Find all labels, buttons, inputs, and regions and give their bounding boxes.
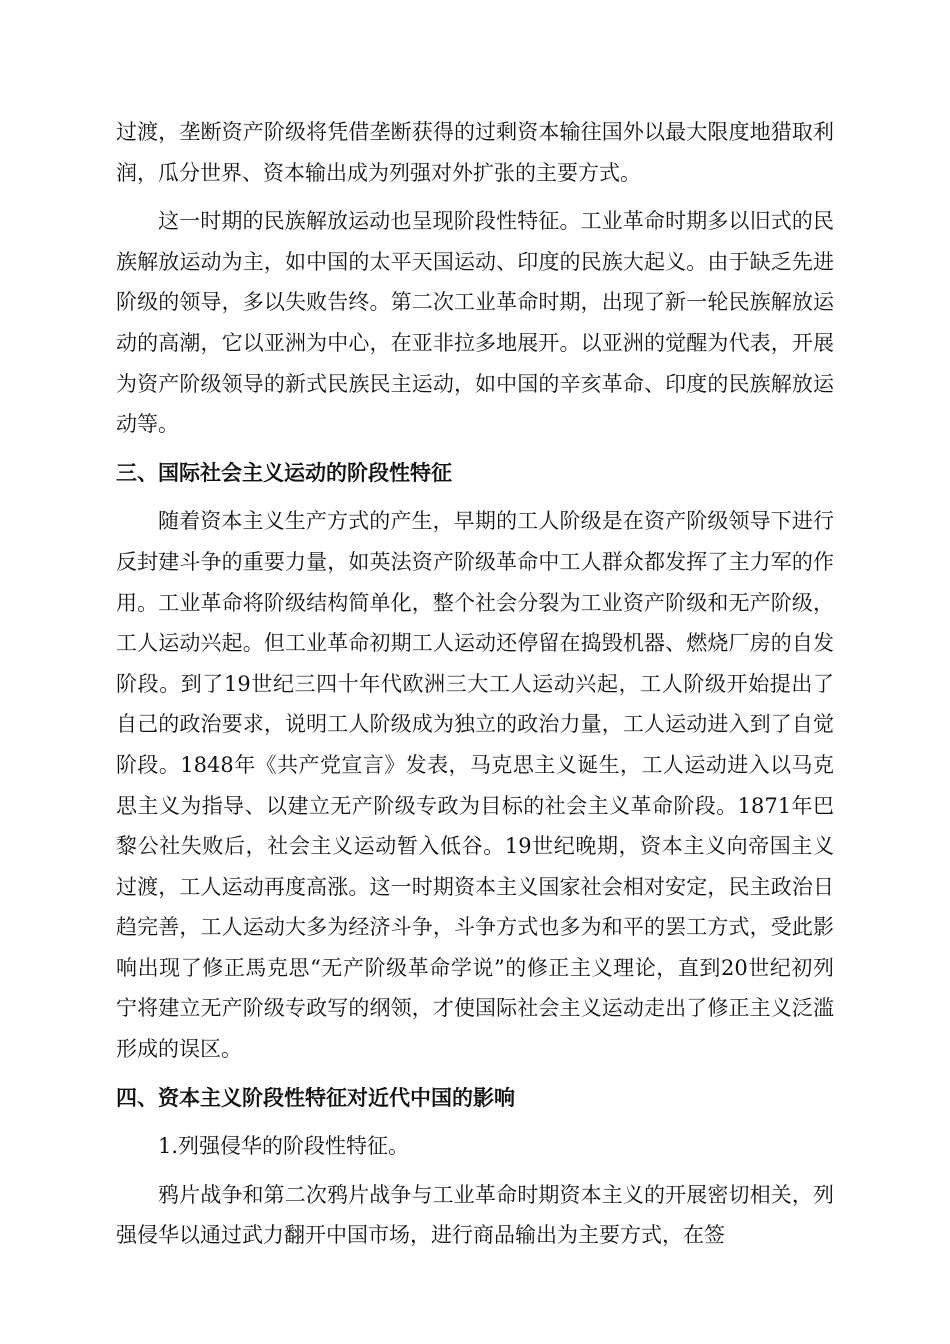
paragraph-subheading-invasion: 1.列强侵华的阶段性特征。	[158, 1134, 410, 1159]
paragraph-national-liberation: 这一时期的民族解放运动也呈现阶段性特征。工业革命时期多以旧式的民族解放运动为主，如中国的太平天国运动、印度的民族大起义。由于缺乏先进阶级的领导，多以失败告终。第二次工业革命时期，出现了新一轮民族解放运动的高潮，它以亚洲为中心，在亚非拉多地展开。以亚洲的觉醒为代表，开展为资产阶级领导的新式民族民主运动，如中国的辛亥革命、印度的民族解放运动等。	[116, 209, 834, 437]
document-page	[116, 112, 834, 1256]
paragraph-workers-movement: 随着资本主义生产方式的产生，早期的工人阶级是在资产阶级领导下进行反封建斗争的重要力量，如英法资产阶级革命中工人群众都发挥了主力军的作用。工业革命将阶级结构简单化，整个社会分裂为工业资产阶级和无产阶级，工人运动兴起。但工业革命初期工人运动还停留在捣毁机器、燃烧厂房的自发阶段。到了19世纪三四十年代欧洲三大工人运动兴起，工人阶级开始提出了自己的政治要求，说明工人阶级成为独立的政治力量，工人运动进入到了自觉阶段。1848年《共产党宣言》发表，马克思主义诞生，工人运动进入以马克思主义为指导、以建立无产阶级专政为目标的社会主义革命阶段。1871年巴黎公社失败后，社会主义运动暂入低谷。19世纪晚期，资本主义向帝国主义过渡，工人运动再度高涨。这一时期资本主义国家社会相对安定，民主政治日趋完善，工人运动大多为经济斗争，斗争方式也多为和平的罢工方式，受此影响出现了修正馬克思“无产阶级革命学说”的修正主义理论，直到20世纪初列宁将建立无产阶级专政写的纲领，才使国际社会主义运动走出了修正主义泛滥形成的误区。	[116, 509, 834, 1062]
paragraph-imperialism-capital-export: 过渡，垄断资产阶级将凭借垄断获得的过剩资本输往国外以最大限度地猎取利润，瓜分世界、资本输出成为列强对外扩张的主要方式。	[116, 120, 834, 185]
section-heading-socialist-movement: 三、国际社会主义运动的阶段性特征	[116, 460, 452, 485]
paragraph-opium-war: 鸦片战争和第二次鸦片战争与工业革命时期资本主义的开展密切相关，列强侵华以通过武力翻开中国市场，进行商品输出为主要方式，在签	[116, 1182, 834, 1248]
section-heading-influence-on-china: 四、资本主义阶段性特征对近代中国的影响	[116, 1085, 515, 1110]
